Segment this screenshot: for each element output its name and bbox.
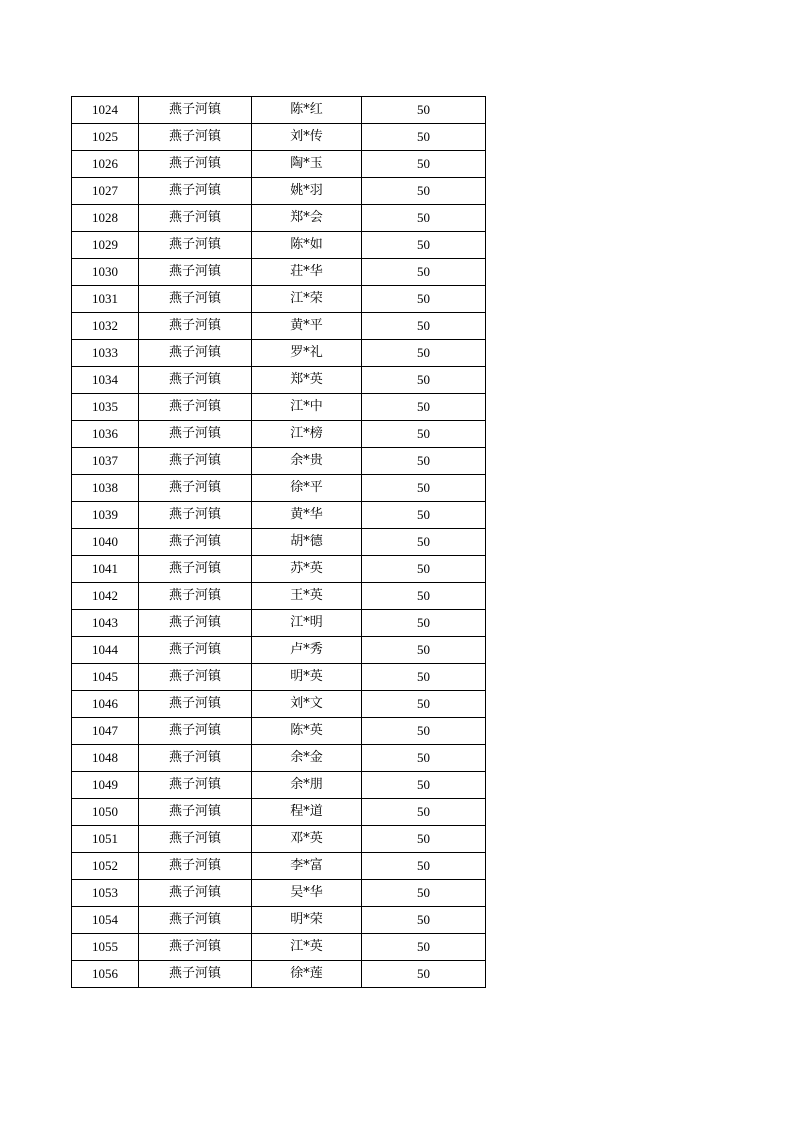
amount-cell: 50 bbox=[362, 367, 486, 394]
amount-cell: 50 bbox=[362, 637, 486, 664]
table-row bbox=[72, 313, 486, 340]
serial-number-cell: 1031 bbox=[72, 286, 139, 313]
person-name-cell: 郑*英 bbox=[252, 367, 362, 394]
serial-number-cell: 1047 bbox=[72, 718, 139, 745]
amount-cell: 50 bbox=[362, 799, 486, 826]
table-row bbox=[72, 853, 486, 880]
town-cell: 燕子河镇 bbox=[139, 259, 252, 286]
serial-number-cell: 1024 bbox=[72, 97, 139, 124]
table-row bbox=[72, 961, 486, 988]
person-name-cell: 江*明 bbox=[252, 610, 362, 637]
town-cell: 燕子河镇 bbox=[139, 232, 252, 259]
town-cell: 燕子河镇 bbox=[139, 961, 252, 988]
serial-number-cell: 1056 bbox=[72, 961, 139, 988]
serial-number-cell: 1044 bbox=[72, 637, 139, 664]
serial-number-cell: 1054 bbox=[72, 907, 139, 934]
town-cell: 燕子河镇 bbox=[139, 178, 252, 205]
person-name-cell: 徐*平 bbox=[252, 475, 362, 502]
amount-cell: 50 bbox=[362, 313, 486, 340]
town-cell: 燕子河镇 bbox=[139, 691, 252, 718]
person-name-cell: 李*富 bbox=[252, 853, 362, 880]
table-row bbox=[72, 556, 486, 583]
person-name-cell: 苏*英 bbox=[252, 556, 362, 583]
roster-table-body bbox=[72, 97, 486, 988]
serial-number-cell: 1036 bbox=[72, 421, 139, 448]
table-row bbox=[72, 178, 486, 205]
table-row bbox=[72, 475, 486, 502]
table-row bbox=[72, 205, 486, 232]
table-row bbox=[72, 934, 486, 961]
town-cell: 燕子河镇 bbox=[139, 367, 252, 394]
amount-cell: 50 bbox=[362, 826, 486, 853]
table-row bbox=[72, 799, 486, 826]
table-row bbox=[72, 151, 486, 178]
serial-number-cell: 1026 bbox=[72, 151, 139, 178]
person-name-cell: 黄*平 bbox=[252, 313, 362, 340]
serial-number-cell: 1033 bbox=[72, 340, 139, 367]
person-name-cell: 陈*红 bbox=[252, 97, 362, 124]
town-cell: 燕子河镇 bbox=[139, 826, 252, 853]
amount-cell: 50 bbox=[362, 502, 486, 529]
table-row bbox=[72, 124, 486, 151]
town-cell: 燕子河镇 bbox=[139, 610, 252, 637]
serial-number-cell: 1045 bbox=[72, 664, 139, 691]
person-name-cell: 黄*华 bbox=[252, 502, 362, 529]
table-row bbox=[72, 880, 486, 907]
serial-number-cell: 1041 bbox=[72, 556, 139, 583]
amount-cell: 50 bbox=[362, 475, 486, 502]
table-row bbox=[72, 529, 486, 556]
amount-cell: 50 bbox=[362, 556, 486, 583]
amount-cell: 50 bbox=[362, 529, 486, 556]
table-row bbox=[72, 340, 486, 367]
serial-number-cell: 1046 bbox=[72, 691, 139, 718]
person-name-cell: 罗*礼 bbox=[252, 340, 362, 367]
serial-number-cell: 1053 bbox=[72, 880, 139, 907]
amount-cell: 50 bbox=[362, 394, 486, 421]
town-cell: 燕子河镇 bbox=[139, 448, 252, 475]
town-cell: 燕子河镇 bbox=[139, 556, 252, 583]
amount-cell: 50 bbox=[362, 664, 486, 691]
amount-cell: 50 bbox=[362, 178, 486, 205]
amount-cell: 50 bbox=[362, 151, 486, 178]
town-cell: 燕子河镇 bbox=[139, 853, 252, 880]
amount-cell: 50 bbox=[362, 880, 486, 907]
person-name-cell: 江*榜 bbox=[252, 421, 362, 448]
amount-cell: 50 bbox=[362, 124, 486, 151]
table-row bbox=[72, 907, 486, 934]
amount-cell: 50 bbox=[362, 961, 486, 988]
person-name-cell: 程*道 bbox=[252, 799, 362, 826]
table-row bbox=[72, 718, 486, 745]
person-name-cell: 余*贵 bbox=[252, 448, 362, 475]
table-row bbox=[72, 232, 486, 259]
person-name-cell: 刘*传 bbox=[252, 124, 362, 151]
roster-table bbox=[71, 96, 486, 988]
amount-cell: 50 bbox=[362, 745, 486, 772]
amount-cell: 50 bbox=[362, 448, 486, 475]
person-name-cell: 江*中 bbox=[252, 394, 362, 421]
person-name-cell: 王*英 bbox=[252, 583, 362, 610]
person-name-cell: 余*朋 bbox=[252, 772, 362, 799]
town-cell: 燕子河镇 bbox=[139, 772, 252, 799]
person-name-cell: 邓*英 bbox=[252, 826, 362, 853]
person-name-cell: 陶*玉 bbox=[252, 151, 362, 178]
town-cell: 燕子河镇 bbox=[139, 205, 252, 232]
amount-cell: 50 bbox=[362, 772, 486, 799]
town-cell: 燕子河镇 bbox=[139, 529, 252, 556]
town-cell: 燕子河镇 bbox=[139, 313, 252, 340]
town-cell: 燕子河镇 bbox=[139, 583, 252, 610]
table-row bbox=[72, 502, 486, 529]
person-name-cell: 明*荣 bbox=[252, 907, 362, 934]
serial-number-cell: 1030 bbox=[72, 259, 139, 286]
table-row bbox=[72, 772, 486, 799]
table-row bbox=[72, 583, 486, 610]
serial-number-cell: 1034 bbox=[72, 367, 139, 394]
table-row bbox=[72, 421, 486, 448]
person-name-cell: 荘*华 bbox=[252, 259, 362, 286]
serial-number-cell: 1039 bbox=[72, 502, 139, 529]
town-cell: 燕子河镇 bbox=[139, 340, 252, 367]
table-row bbox=[72, 286, 486, 313]
amount-cell: 50 bbox=[362, 907, 486, 934]
amount-cell: 50 bbox=[362, 934, 486, 961]
serial-number-cell: 1040 bbox=[72, 529, 139, 556]
town-cell: 燕子河镇 bbox=[139, 637, 252, 664]
table-row bbox=[72, 448, 486, 475]
town-cell: 燕子河镇 bbox=[139, 880, 252, 907]
town-cell: 燕子河镇 bbox=[139, 745, 252, 772]
amount-cell: 50 bbox=[362, 205, 486, 232]
town-cell: 燕子河镇 bbox=[139, 286, 252, 313]
serial-number-cell: 1042 bbox=[72, 583, 139, 610]
serial-number-cell: 1027 bbox=[72, 178, 139, 205]
serial-number-cell: 1049 bbox=[72, 772, 139, 799]
serial-number-cell: 1052 bbox=[72, 853, 139, 880]
town-cell: 燕子河镇 bbox=[139, 394, 252, 421]
person-name-cell: 卢*秀 bbox=[252, 637, 362, 664]
person-name-cell: 刘*文 bbox=[252, 691, 362, 718]
amount-cell: 50 bbox=[362, 286, 486, 313]
serial-number-cell: 1050 bbox=[72, 799, 139, 826]
town-cell: 燕子河镇 bbox=[139, 664, 252, 691]
town-cell: 燕子河镇 bbox=[139, 421, 252, 448]
serial-number-cell: 1051 bbox=[72, 826, 139, 853]
serial-number-cell: 1048 bbox=[72, 745, 139, 772]
town-cell: 燕子河镇 bbox=[139, 97, 252, 124]
person-name-cell: 郑*会 bbox=[252, 205, 362, 232]
table-row bbox=[72, 637, 486, 664]
serial-number-cell: 1025 bbox=[72, 124, 139, 151]
amount-cell: 50 bbox=[362, 718, 486, 745]
town-cell: 燕子河镇 bbox=[139, 934, 252, 961]
town-cell: 燕子河镇 bbox=[139, 502, 252, 529]
serial-number-cell: 1035 bbox=[72, 394, 139, 421]
table-row bbox=[72, 394, 486, 421]
amount-cell: 50 bbox=[362, 259, 486, 286]
serial-number-cell: 1037 bbox=[72, 448, 139, 475]
table-row bbox=[72, 826, 486, 853]
amount-cell: 50 bbox=[362, 421, 486, 448]
town-cell: 燕子河镇 bbox=[139, 907, 252, 934]
table-row bbox=[72, 367, 486, 394]
person-name-cell: 姚*羽 bbox=[252, 178, 362, 205]
serial-number-cell: 1038 bbox=[72, 475, 139, 502]
table-row bbox=[72, 691, 486, 718]
serial-number-cell: 1055 bbox=[72, 934, 139, 961]
serial-number-cell: 1043 bbox=[72, 610, 139, 637]
serial-number-cell: 1028 bbox=[72, 205, 139, 232]
table-row bbox=[72, 97, 486, 124]
amount-cell: 50 bbox=[362, 583, 486, 610]
person-name-cell: 江*英 bbox=[252, 934, 362, 961]
town-cell: 燕子河镇 bbox=[139, 124, 252, 151]
serial-number-cell: 1032 bbox=[72, 313, 139, 340]
town-cell: 燕子河镇 bbox=[139, 718, 252, 745]
person-name-cell: 江*荣 bbox=[252, 286, 362, 313]
amount-cell: 50 bbox=[362, 232, 486, 259]
amount-cell: 50 bbox=[362, 610, 486, 637]
person-name-cell: 徐*莲 bbox=[252, 961, 362, 988]
table-row bbox=[72, 745, 486, 772]
person-name-cell: 余*金 bbox=[252, 745, 362, 772]
amount-cell: 50 bbox=[362, 853, 486, 880]
person-name-cell: 陈*如 bbox=[252, 232, 362, 259]
town-cell: 燕子河镇 bbox=[139, 799, 252, 826]
person-name-cell: 明*英 bbox=[252, 664, 362, 691]
table-row bbox=[72, 259, 486, 286]
amount-cell: 50 bbox=[362, 691, 486, 718]
person-name-cell: 胡*德 bbox=[252, 529, 362, 556]
serial-number-cell: 1029 bbox=[72, 232, 139, 259]
amount-cell: 50 bbox=[362, 97, 486, 124]
amount-cell: 50 bbox=[362, 340, 486, 367]
person-name-cell: 吴*华 bbox=[252, 880, 362, 907]
table-row bbox=[72, 610, 486, 637]
table-row bbox=[72, 664, 486, 691]
town-cell: 燕子河镇 bbox=[139, 151, 252, 178]
person-name-cell: 陈*英 bbox=[252, 718, 362, 745]
town-cell: 燕子河镇 bbox=[139, 475, 252, 502]
